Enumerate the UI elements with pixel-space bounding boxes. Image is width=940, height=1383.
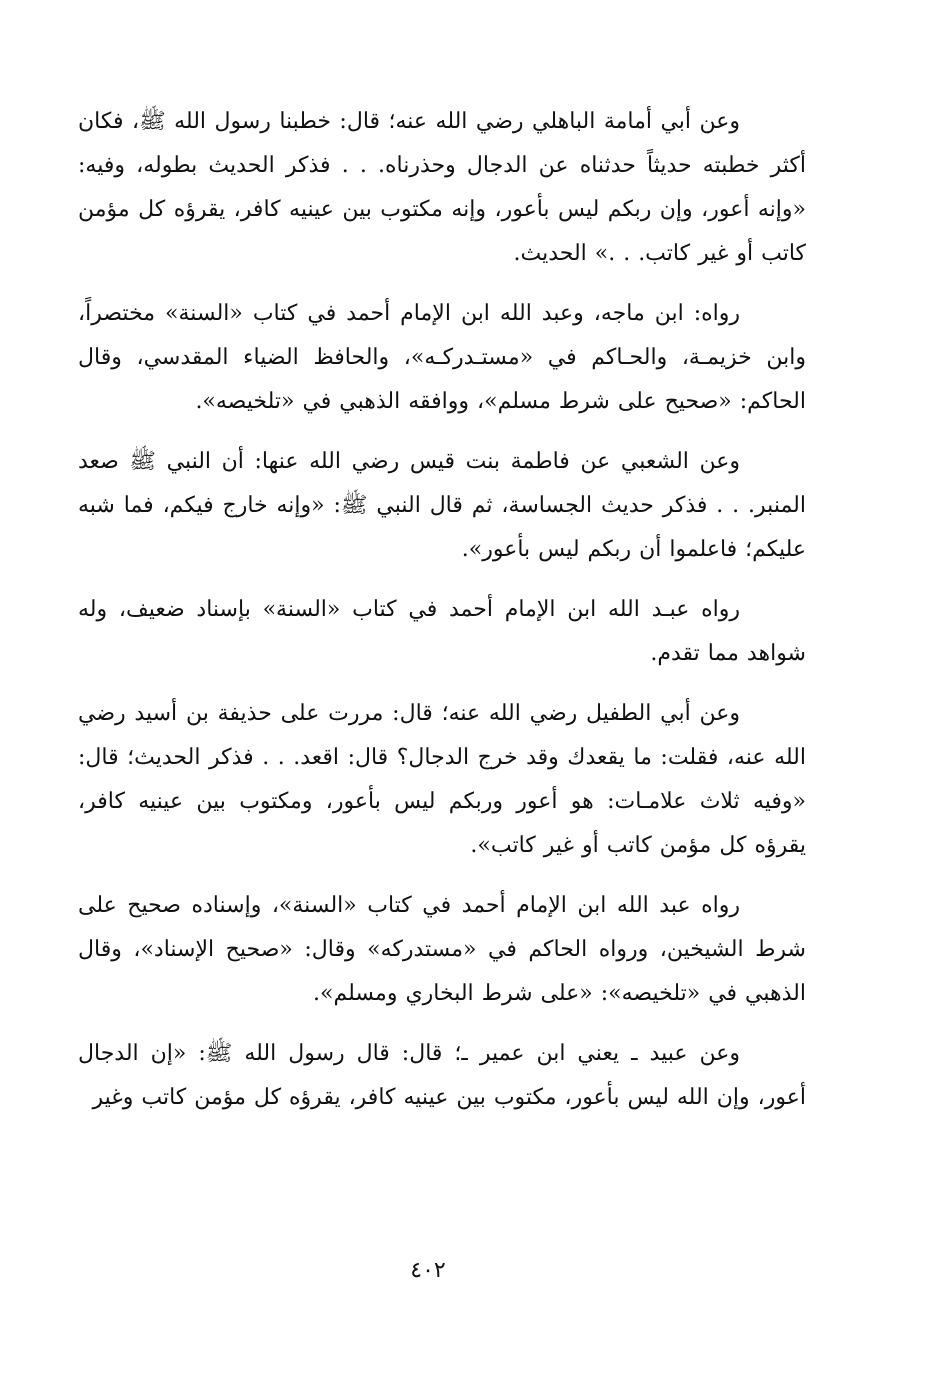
paragraph: رواه عبـد الله ابن الإمام أحمد في كتاب «السنة» بإسناد ضعيف، وله شواهد مما تقدم. bbox=[78, 597, 806, 666]
paragraph: وعن الشعبي عن فاطمة بنت قيس رضي الله عنها: أن النبي ﷺ صعد المنبر. . . فذكر حديث الجساسة، ثم قال النبي ﷺ: «وإنه خارج فيكم، فما شبه عليكم؛ فاعلموا أن ربكم ليس بأعور». bbox=[78, 449, 806, 562]
paragraph: وعن أبي الطفيل رضي الله عنه؛ قال: مررت على حذيفة بن أسيد رضي الله عنه، فقلت: ما يقعدك وقد خرج الدجال؟ قال: اقعد. . . فذكر الحديث؛ قال: «وفيه ثلاث علامـات: هو أعور وربكم ليس بأعور، ومكتوب بين عينيه كافر، يقرؤه كل مؤمن كاتب أو غير كاتب». bbox=[78, 701, 806, 858]
page-number: ٤٠٢ bbox=[410, 1258, 446, 1283]
paragraph: وعن عبيد ـ يعني ابن عمير ـ؛ قال: قال رسول الله ﷺ: «إن الدجال أعور، وإن الله ليس بأعور، مكتوب بين عينيه كافر، يقرؤه كل مؤمن كاتب وغير bbox=[78, 1041, 806, 1110]
paragraph: وعن أبي أمامة الباهلي رضي الله عنه؛ قال: خطبنا رسول الله ﷺ، فكان أكثر خطبته حديثاً حدثناه عن الدجال وحذرناه. . . فذكر الحديث بطوله، وفيه: «وإنه أعور، وإن ربكم ليس بأعور، وإنه مكتوب بين عينيه كافر، يقرؤه كل مؤمن كاتب أو غير كاتب. . .» الحديث. bbox=[78, 109, 807, 266]
paragraph: رواه عبد الله ابن الإمام أحمد في كتاب «السنة»، وإسناده صحيح على شرط الشيخين، ورواه الحاكم في «مستدركه» وقال: «صحيح الإسناد»، وقال الذهبي في «تلخيصه»: «على شرط البخاري ومسلم». bbox=[78, 893, 806, 1006]
paragraph: رواه: ابن ماجه، وعبد الله ابن الإمام أحمد في كتاب «السنة» مختصراً، وابن خزيمـة، والحـاكم في «مستـدركـه»، والحافظ الضياء المقدسي، وقال الحاكم: «صحيح على شرط مسلم»، ووافقه الذهبي في «تلخيصه». bbox=[78, 301, 806, 414]
body-text bbox=[78, 100, 806, 1136]
